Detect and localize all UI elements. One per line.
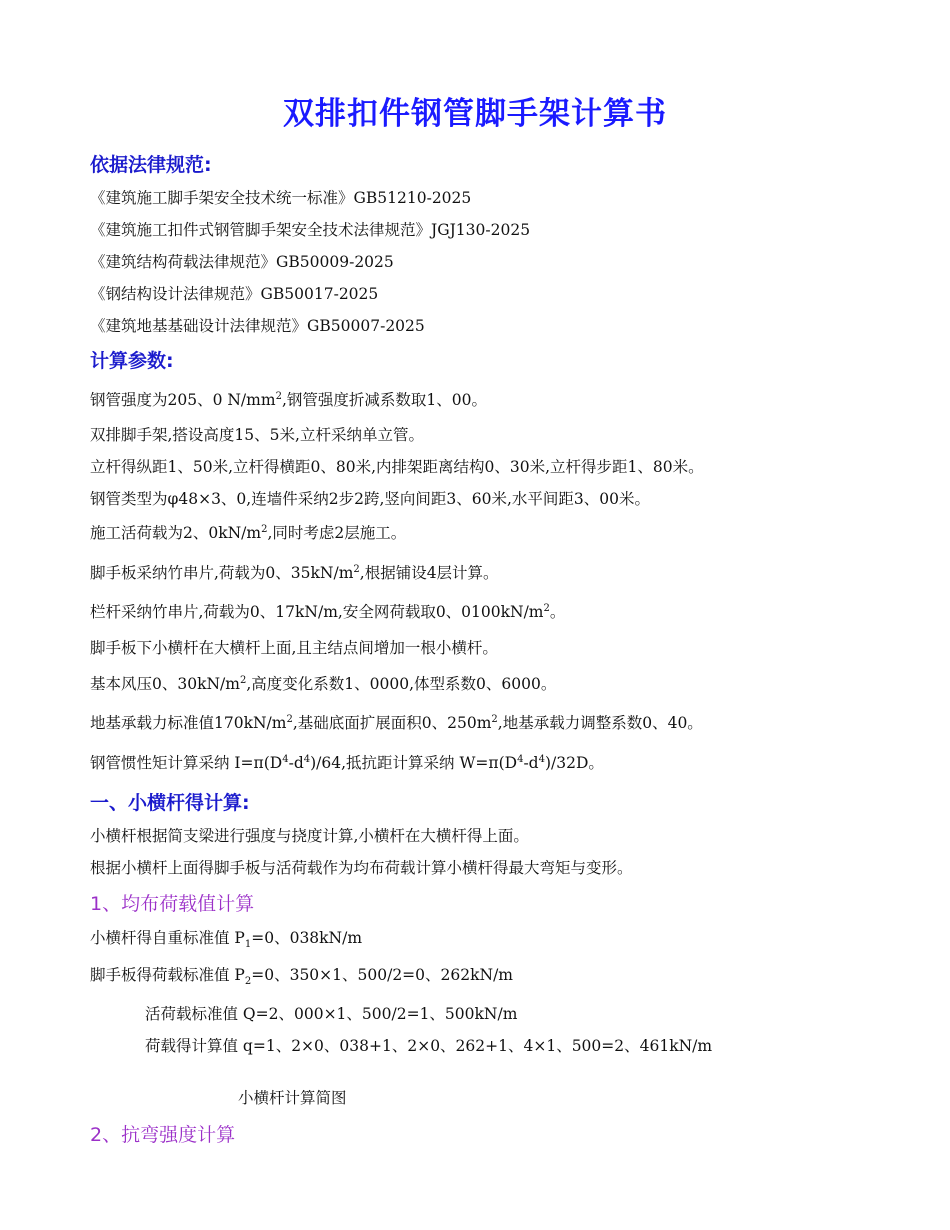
param-inertia-formula: 钢管惯性矩计算采纳 $I=\pi(D^4-d^4)/64$,抵抗距计算采纳 $W=\pi(D^4-d^4)/32D$。 <box>90 753 604 772</box>
param-railing: 栏杆采纳竹串片,荷载为0、17kN/m,安全网荷载取0、$0100kN/m^2$。 <box>90 602 566 621</box>
calc-live-load: 活荷载标准值 Q=2、000×1、500/2=1、500kN/m <box>145 1005 518 1023</box>
calc-self-weight: 小横杆得自重标准值 $P_1=0$、038kN/m <box>90 929 363 951</box>
basis-heading: 依据法律规范: <box>90 154 212 176</box>
sub1-heading: 1、均布荷载值计算 <box>90 893 255 915</box>
basis-item: 《钢结构设计法律规范》GB50017-2025 <box>90 285 379 303</box>
param-foundation: 地基承载力标准值$170kN/m^2$,基础底面扩展面积0、$250m^2$,地基承载力调整系数0、40。 <box>90 713 703 732</box>
param-small-bar: 脚手板下小横杆在大横杆上面,且主结点间增加一根小横杆。 <box>90 639 498 657</box>
param-scaffold-board: 脚手板采纳竹串片,荷载为0、$35kN/m^2$,根据铺设4层计算。 <box>90 563 499 582</box>
basis-item: 《建筑地基基础设计法律规范》GB50007-2025 <box>90 317 425 335</box>
params-heading: 计算参数: <box>90 350 174 372</box>
section1-paragraph: 小横杆根据简支梁进行强度与挠度计算,小横杆在大横杆得上面。 <box>90 827 529 845</box>
document-title: 双排扣件钢管脚手架计算书 <box>283 96 667 132</box>
basis-item: 《建筑施工扣件式钢管脚手架安全技术法律规范》JGJ130-2025 <box>90 221 531 239</box>
param-pole-spacing: 立杆得纵距1、50米,立杆得横距0、80米,内排架距离结构0、30米,立杆得步距1、80米。 <box>90 458 704 476</box>
calc-design-load: 荷载得计算值 q=1、2×0、038+1、2×0、262+1、4×1、500=2、461kN/m <box>145 1037 713 1055</box>
param-wind: 基本风压0、$30kN/m^2$,高度变化系数1、0000,体型系数0、6000。 <box>90 674 557 693</box>
param-scaffold-height: 双排脚手架,搭设高度15、5米,立杆采纳单立管。 <box>90 426 424 444</box>
section1-paragraph: 根据小横杆上面得脚手板与活荷载作为均布荷载计算小横杆得最大弯矩与变形。 <box>90 859 633 877</box>
diagram-caption: 小横杆计算简图 <box>238 1089 347 1107</box>
param-steel-strength: 钢管强度为205、0 $N/mm^2$,钢管强度折减系数取1、00。 <box>90 390 487 409</box>
calc-board-load: 脚手板得荷载标准值 $P_2=0$、350×1、500/2=0、262kN/m <box>90 966 513 988</box>
basis-item: 《建筑结构荷载法律规范》GB50009-2025 <box>90 253 394 271</box>
basis-item: 《建筑施工脚手架安全技术统一标准》GB51210-2025 <box>90 189 472 207</box>
sub2-heading: 2、抗弯强度计算 <box>90 1124 236 1146</box>
param-steel-type: 钢管类型为φ48×3、0,连墙件采纳2步2跨,竖向间距3、60米,水平间距3、00米。 <box>90 490 650 508</box>
section1-heading: 一、小横杆得计算: <box>90 792 250 814</box>
param-live-load: 施工活荷载为2、$0kN/m^2$,同时考虑2层施工。 <box>90 523 407 542</box>
